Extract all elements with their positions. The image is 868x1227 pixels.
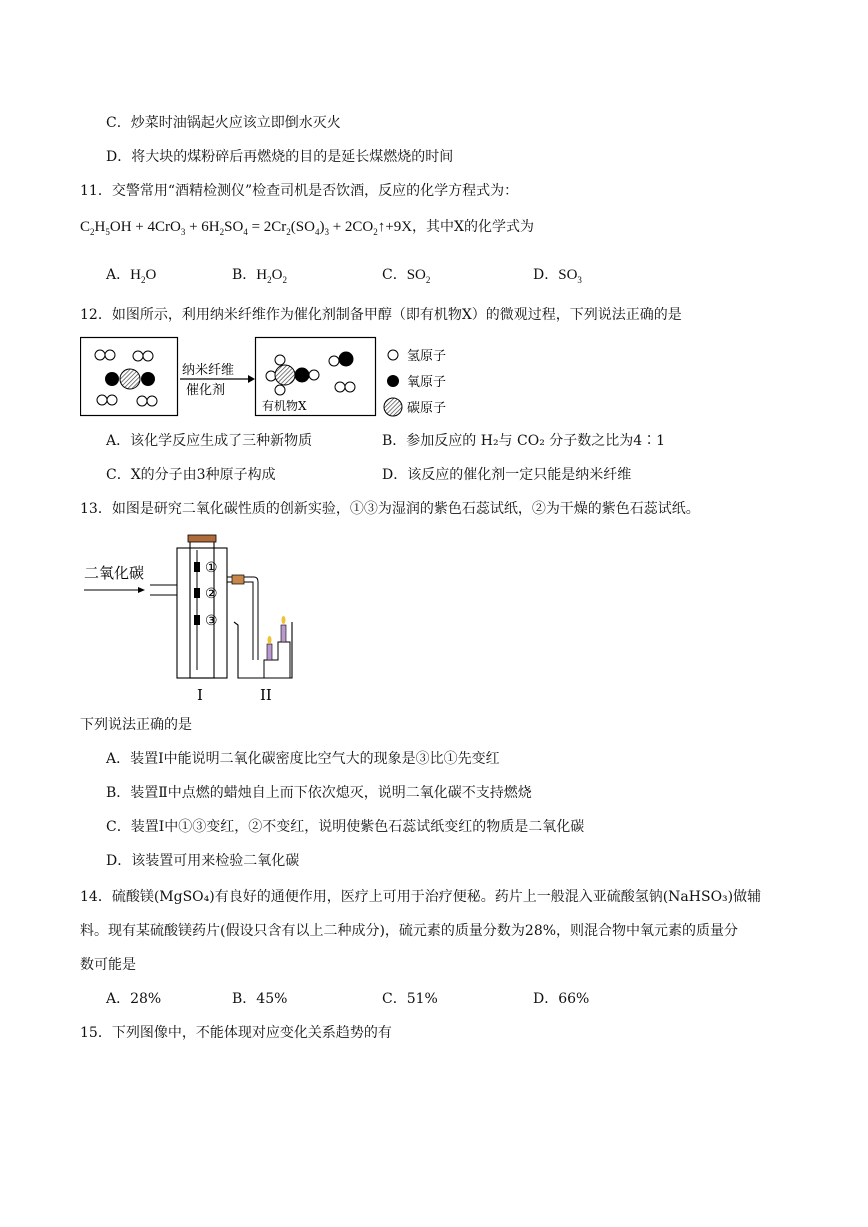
q14-option-b[interactable]: B．45% <box>232 991 288 1007</box>
mark-1: ① <box>205 560 218 576</box>
candle-lower <box>267 636 272 660</box>
q15-stem: 15．下列图像中，不能体现对应变化关系趋势的有 <box>80 1025 392 1041</box>
device-one <box>177 540 227 678</box>
q13-lead: 下列说法正确的是 <box>80 717 192 733</box>
formula-h2o: $H_2O$ <box>130 267 157 285</box>
arrow-label-bottom: 催化剂 <box>186 383 226 398</box>
product-label: 有机物X <box>262 399 307 413</box>
equation-text: $C_2H_5OH + 4CrO_3 + 6H_2SO_4 = 2Cr_2(SO_4)_3$ + $2CO_2↑+9X$ <box>80 219 413 237</box>
q14-option-c[interactable]: C．51% <box>382 991 438 1007</box>
q14-stem-line3: 数可能是 <box>80 957 136 973</box>
rubber-connector <box>232 575 244 584</box>
candle-upper <box>281 616 286 642</box>
q13-apparatus-figure <box>82 530 312 708</box>
device-two-label: II <box>260 686 272 704</box>
q10-option-d[interactable]: D．将大块的煤粉碎后再燃烧的目的是延长煤燃烧的时间 <box>106 149 454 165</box>
q14-stem-line1: 14．硫酸镁(MgSO₄)有良好的通便作用，医疗上可用于治疗便秘。药片上一般混入亚硫酸氢钠(NaHSO₃)做辅 <box>80 889 762 905</box>
legend-hydrogen: 氢原子 <box>407 349 447 364</box>
q13-option-c[interactable]: C．装置Ⅰ中①③变红，②不变红，说明使紫色石蕊试纸变红的物质是二氧化碳 <box>106 819 585 835</box>
formula-h2o2: $H_2O_2$ <box>256 267 287 285</box>
q11-equation <box>80 218 534 241</box>
q13-option-b[interactable]: B．装置Ⅱ中点燃的蜡烛自上而下依次熄灭，说明二氧化碳不支持燃烧 <box>106 785 532 801</box>
co2-molecule <box>105 369 155 389</box>
q14-option-a[interactable]: A．28% <box>106 991 162 1007</box>
q13-stem: 13．如图是研究二氧化碳性质的创新实验，①③为湿润的紫色石蕊试纸，②为干燥的紫色石蕊试纸。 <box>80 501 700 517</box>
q14-option-d[interactable]: D．66% <box>533 991 590 1007</box>
legend-carbon: 碳原子 <box>407 401 447 416</box>
q11-option-a[interactable]: A．$H_2O$ <box>106 267 157 285</box>
hydrogen-molecule-right <box>335 382 355 392</box>
arrow-label-top: 纳米纤维 <box>182 363 235 378</box>
outlet-tube <box>227 577 258 660</box>
co2-label: 二氧化碳 <box>84 564 145 582</box>
oxygen-atom-icon <box>387 375 399 387</box>
q13-option-a[interactable]: A．装置Ⅰ中能说明二氧化碳密度比空气大的现象是③比①先变红 <box>106 751 500 767</box>
q12-option-c[interactable]: C．X的分子由3种原子构成 <box>106 467 276 483</box>
q12-reaction-figure <box>80 334 480 424</box>
arrow-head <box>248 375 255 383</box>
hydrogen-atom-icon <box>388 350 398 360</box>
formula-so2: $SO_2$ <box>406 267 431 285</box>
device-one-label: I <box>197 686 203 704</box>
stopper <box>188 535 216 542</box>
q14-stem-line2: 料。现有某硫酸镁药片(假设只含有以上二种成分)，硫元素的质量分数为28%，则混合物中氧元素的质量分 <box>80 923 739 939</box>
q12-option-b[interactable]: B．参加反应的 H₂与 CO₂ 分子数之比为4∶1 <box>382 433 666 449</box>
methanol-molecule <box>266 355 319 395</box>
mark-3: ③ <box>205 613 218 629</box>
water-molecule <box>329 352 353 366</box>
q12-stem: 12．如图所示，利用纳米纤维作为催化剂制备甲醇（即有机物X）的微观过程，下列说法正确的是 <box>80 307 682 323</box>
q11-option-c[interactable]: C．$SO_2$ <box>382 267 431 285</box>
q12-option-d[interactable]: D．该反应的催化剂一定只能是纳米纤维 <box>382 467 632 483</box>
gas-arrow-head <box>138 587 145 593</box>
formula-so3: $SO_3$ <box>558 267 582 285</box>
q12-option-a[interactable]: A．该化学反应生成了三种新物质 <box>106 433 313 449</box>
carbon-atom-icon <box>384 398 402 416</box>
q11-stem: 11．交警常用“酒精检测仪”检查司机是否饮酒，反应的化学方程式为： <box>80 183 519 199</box>
q11-option-d[interactable]: D．$SO_3$ <box>533 267 582 285</box>
q13-option-d[interactable]: D．该装置可用来检验二氧化碳 <box>106 853 300 869</box>
q10-option-c[interactable]: C．炒菜时油锅起火应该立即倒水灭火 <box>106 115 341 131</box>
mark-2: ② <box>205 586 218 602</box>
q11-option-b[interactable]: B．$H_2O_2$ <box>232 267 287 285</box>
legend-oxygen: 氧原子 <box>407 375 447 390</box>
q11-equation-tail: ，其中X的化学式为 <box>412 219 535 235</box>
